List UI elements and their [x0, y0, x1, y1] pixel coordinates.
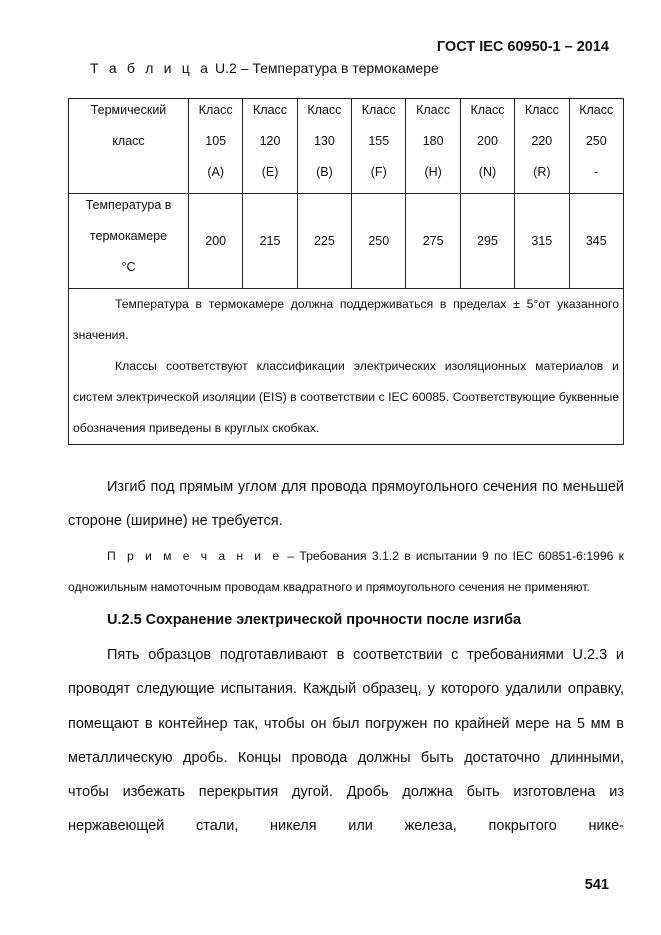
- table-row-classes: [69, 99, 624, 194]
- class-letter: (B): [316, 165, 333, 179]
- temp-cell: [297, 194, 351, 289]
- row-header-line: термокамере: [89, 229, 168, 243]
- temp-value: 345: [585, 234, 607, 248]
- class-label: Класс: [253, 103, 288, 117]
- table-caption-prefix: Т а б л и ц а: [90, 60, 212, 76]
- temperature-table: [68, 98, 624, 445]
- class-cell: [460, 99, 514, 194]
- class-cell: [189, 99, 243, 194]
- class-letter: (A): [207, 165, 225, 179]
- temp-cell: [243, 194, 297, 289]
- class-label: Класс: [524, 103, 559, 117]
- table-row-notes: [69, 289, 624, 445]
- class-cell: [406, 99, 460, 194]
- class-label: Класс: [198, 103, 233, 117]
- class-letter: (F): [370, 165, 387, 179]
- class-cell: [569, 99, 623, 194]
- paragraph-text: Пять образцов подготавливают в соответствии с требованиями U.2.3 и проводят следующие испытания. Каждый образец, у которого удалили оправку, помещают в контейнер так, чтобы он был погружен по крайней мере на 5 мм в металлическую дробь. Концы провода должны быть достаточно длинными, чтобы избежать перекрытия дугой. Дробь должна быть изготовлена из нержавеющей стали, никеля или железа, покрытого нике-: [68, 647, 624, 835]
- row-header-thermal-class: [69, 99, 189, 194]
- temp-cell: [352, 194, 406, 289]
- section-heading: [68, 603, 624, 637]
- note-text: [68, 541, 624, 603]
- paragraph-test: [68, 638, 624, 844]
- temp-cell: [515, 194, 569, 289]
- page-number: 541: [584, 877, 609, 893]
- temp-value: 225: [313, 234, 335, 248]
- paragraph-text: Изгиб под прямым углом для провода прямоугольного сечения по меньшей стороне (ширине) не требуется.: [68, 479, 624, 530]
- class-number: 130: [313, 134, 335, 148]
- temp-cell: [569, 194, 623, 289]
- note-body: – Требования 3.1.2 в испытании 9 по IEC 60851-6:1996 к одножильным намоточным проводам квадратного и прямоугольного сечения не применяют.: [68, 549, 625, 594]
- section-heading-text: U.2.5 Сохранение электрической прочности после изгиба: [107, 612, 522, 628]
- table-notes: [69, 289, 624, 445]
- row-header-line: Термический: [90, 103, 167, 117]
- class-label: Класс: [579, 103, 614, 117]
- table-row-temperatures: [69, 194, 624, 289]
- temp-value: 200: [205, 234, 227, 248]
- class-number: 155: [368, 134, 390, 148]
- class-label: Класс: [470, 103, 505, 117]
- row-header-line: °C: [121, 260, 136, 274]
- temp-value: 295: [477, 234, 498, 248]
- class-cell: [297, 99, 351, 194]
- class-label: Класс: [416, 103, 451, 117]
- temp-value: 215: [259, 234, 281, 248]
- class-cell: [243, 99, 297, 194]
- class-letter: -: [594, 165, 599, 179]
- class-cell: [352, 99, 406, 194]
- row-header-line: класс: [112, 134, 145, 148]
- temp-cell: [406, 194, 460, 289]
- class-cell: [515, 99, 569, 194]
- document-code: ГОСТ IEC 60950-1 – 2014: [436, 39, 609, 55]
- class-number: 250: [585, 134, 607, 148]
- table-note-1: Температура в термокамере должна поддерживаться в пределах ± 5°от указанного значения.: [73, 297, 619, 342]
- class-number: 200: [477, 134, 498, 148]
- class-letter: (H): [424, 165, 442, 179]
- class-number: 220: [531, 134, 553, 148]
- table-note-2: Классы соответствуют классификации электрических изоляционных материалов и систем электрической изоляции (EIS) в соответствии с IEC 60085. Соответствующие буквенные обозначения приведены в круглых скобках.: [73, 359, 619, 435]
- note-paragraph: [68, 541, 624, 603]
- temp-cell: [189, 194, 243, 289]
- class-label: Класс: [361, 103, 396, 117]
- row-header-temperature: [69, 194, 189, 289]
- class-number: 105: [205, 134, 227, 148]
- class-number: 120: [259, 134, 281, 148]
- note-prefix: П р и м е ч а н и е: [107, 549, 283, 563]
- class-number: 180: [422, 134, 444, 148]
- class-label: Класс: [307, 103, 342, 117]
- class-letter: (R): [533, 165, 551, 179]
- temp-value: 275: [422, 234, 444, 248]
- temp-value: 250: [368, 234, 390, 248]
- class-letter: (N): [478, 165, 497, 179]
- table-caption: [90, 60, 439, 76]
- row-header-line: Температура в: [85, 198, 172, 212]
- paragraph-bend: [68, 470, 624, 539]
- temp-cell: [460, 194, 514, 289]
- temp-value: 315: [531, 234, 553, 248]
- table-caption-title: U.2 – Температура в термокамере: [211, 60, 439, 76]
- class-letter: (E): [261, 165, 279, 179]
